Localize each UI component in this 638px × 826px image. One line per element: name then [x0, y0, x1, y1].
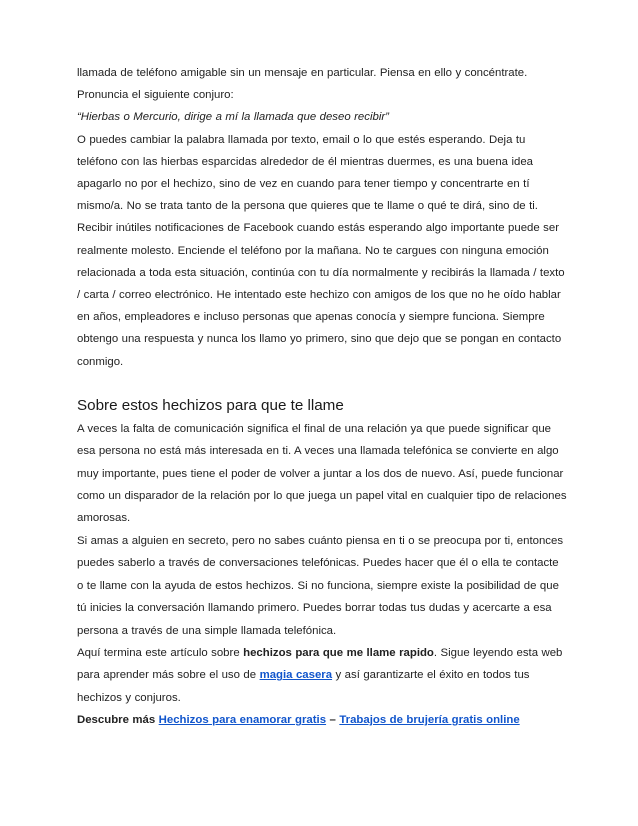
text-line: tú inicies la conversación llamando primero. Puedes borrar todas tus dudas y acercarte a esa — [77, 602, 552, 615]
text-line: relacionada a toda esta situación, continúa con tu día normalmente y recibirás la llamada / texto — [77, 266, 565, 279]
intro-paragraph — [77, 62, 578, 373]
text-line: llamada de teléfono amigable sin un mensaje en particular. Piensa en ello y concéntrate. — [77, 67, 528, 79]
text-line: puedes saberlo a través de conversaciones telefónicas. Puedes hacer que él o ella te contacte — [77, 557, 559, 570]
closing-keyword: hechizos para que me llame rapido — [243, 646, 434, 659]
trabajos-brujeria-link[interactable]: Trabajos de brujería gratis online — [339, 714, 520, 727]
text-line: Pronuncia el siguiente conjuro: — [77, 89, 234, 102]
text-line: apagarlo no por el hechizo, sino de vez en cuando para tener tiempo y concentrarte en tí — [77, 178, 530, 191]
section-heading: Sobre estos hechizos para que te llame — [77, 396, 344, 414]
closing-post: . Sigue leyendo esta web — [433, 646, 563, 659]
section-paragraph — [77, 418, 578, 732]
text-line: amorosas. — [77, 512, 131, 525]
text-line: o te llame con la ayuda de estos hechizos. Si no funciona, siempre existe la posibilidad de que — [77, 579, 559, 592]
text-line: A veces la falta de comunicación significa el final de una relación ya que puede significar que — [77, 422, 552, 435]
text-line: realmente molesto. Enciende el teléfono por la mañana. No te cargues con ninguna emoción — [77, 244, 549, 257]
text-line: en años, empleadores e incluso personas que apenas conocía y siempre funciona. Siempre — [77, 311, 545, 324]
text-line: Si amas a alguien en secreto, pero no sabes cuánto piensa en ti o se preocupa por ti, entonces — [77, 534, 564, 547]
closing-pre: Aquí termina este artículo sobre — [77, 646, 244, 659]
closing-line2-pre: para aprender más sobre el uso de — [77, 669, 260, 682]
spell-quote-text: “Hierbas o Mercurio, dirige a mí la llamada que deseo recibir” — [77, 111, 389, 124]
discover-separator: – — [326, 714, 340, 727]
text-line: Recibir inútiles notificaciones de Facebook cuando estás esperando algo importante puede ser — [77, 222, 560, 235]
text-line: / carta / correo electrónico. He intentado este hechizo con amigos de los que no he oído hablar — [77, 289, 561, 302]
text-line: conmigo. — [77, 355, 124, 368]
magia-casera-link[interactable]: magia casera — [259, 669, 333, 682]
discover-label: Descubre más — [77, 714, 159, 727]
closing-line2-post: y así garantizarte el éxito en todos tus — [332, 669, 530, 682]
text-line: mismo/a. No se trata tanto de la persona que quieres que te llame o qué te dirá, sino de ti. — [77, 200, 538, 213]
text-line: O puedes cambiar la palabra llamada por texto, email o lo que estés esperando. Deja tu — [77, 133, 526, 146]
closing-line — [77, 664, 578, 686]
text-line: persona a través de una simple llamada telefónica. — [77, 624, 337, 637]
text-line: como un disparador de la relación por lo que juega un papel vital en cualquier tipo de relaciones — [77, 490, 567, 503]
closing-line — [77, 642, 578, 664]
discover-line — [77, 709, 578, 731]
text-line: muy importante, pues tiene el poder de volver a juntar a los dos de nuevo. Así, puede funcionar — [77, 467, 564, 480]
closing-line: hechizos y conjuros. — [77, 691, 181, 704]
text-line: obtengo una respuesta y nunca los llamo yo primero, sino que dejo que se pongan en contacto — [77, 333, 562, 346]
text-line: esa persona no está más interesada en ti. A veces una llamada telefónica se convierte en algo — [77, 445, 559, 458]
spell-quote — [77, 106, 578, 128]
hechizos-enamorar-link[interactable]: Hechizos para enamorar gratis — [158, 714, 327, 727]
text-line: teléfono con las hierbas esparcidas alrededor de él mientras duermes, es una buena idea — [77, 155, 534, 168]
